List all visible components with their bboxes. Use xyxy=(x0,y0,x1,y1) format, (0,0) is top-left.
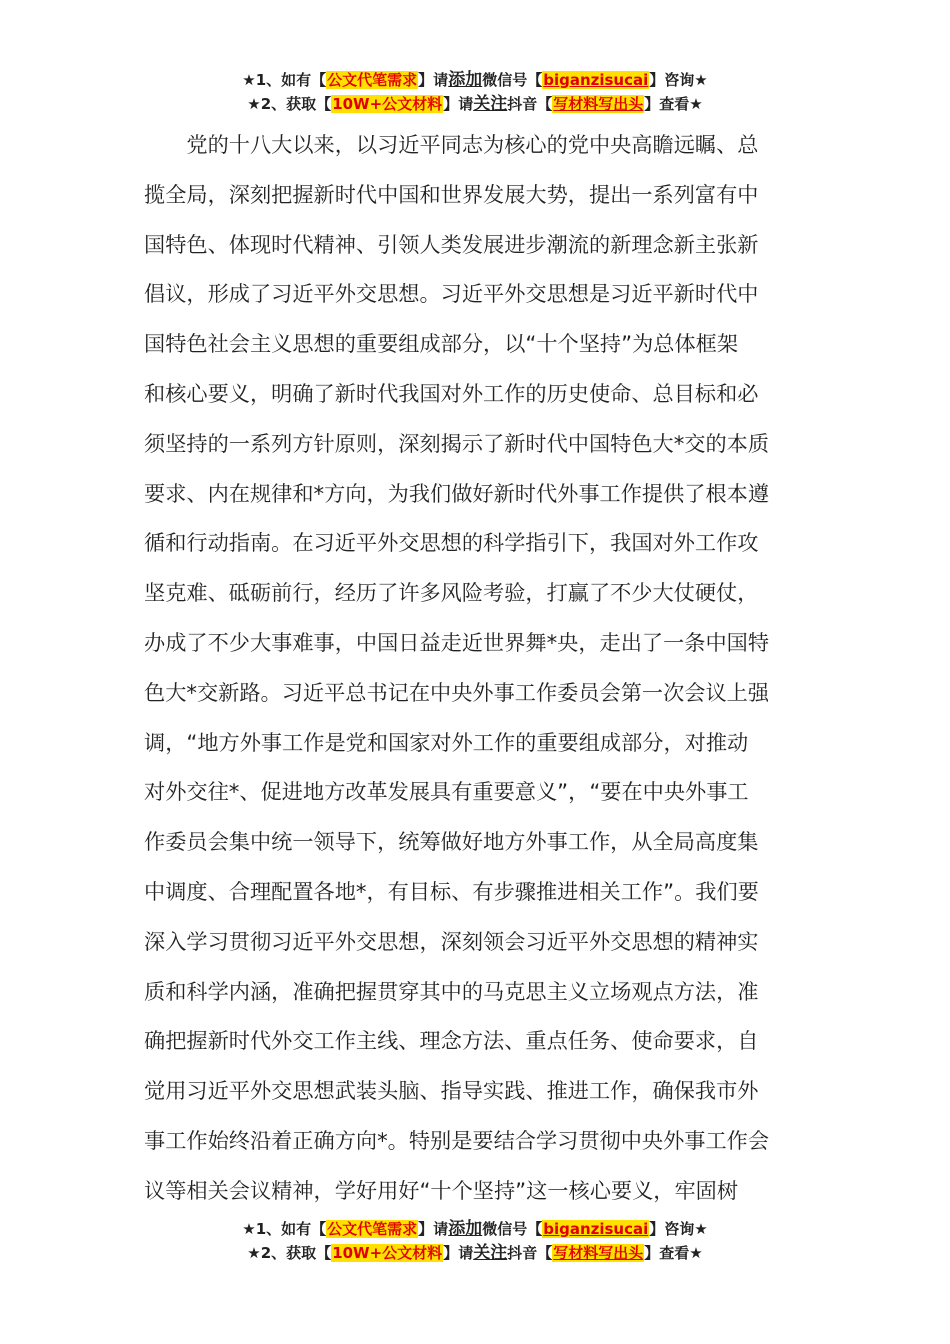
promo-line-2-mid2: 抖音【 xyxy=(507,1244,553,1262)
body-text-line: 色大*交新路。习近平总书记在中央外事工作委员会第一次会议上强 xyxy=(144,679,770,705)
body-text-line: 国特色、体现时代精神、引领人类发展进步潮流的新理念新主张新 xyxy=(144,231,759,257)
promo-line-1-prefix: ★1、如有【 xyxy=(242,1220,327,1238)
promo-line-2-mid: 】请 xyxy=(443,1244,474,1262)
promo-line-2-mid2: 抖音【 xyxy=(507,95,553,113)
body-text-line: 倡议，形成了习近平外交思想。习近平外交思想是习近平新时代中 xyxy=(144,281,759,307)
promo-line-1-emphasis: 添加 xyxy=(448,1219,483,1239)
promo-line-1-mid: 】请 xyxy=(418,1220,449,1238)
body-text-line: 要求、内在规律和*方向，为我们做好新时代外事工作提供了根本遵 xyxy=(144,480,770,506)
promo-line-1-suffix: 】咨询★ xyxy=(649,71,708,89)
body-text-line: 党的十八大以来，以习近平同志为核心的党中央高瞻远瞩、总 xyxy=(144,132,759,157)
promo-header xyxy=(0,68,950,116)
body-text-line: 揽全局，深刻把握新时代中国和世界发展大势，提出一系列富有中 xyxy=(144,181,759,207)
promo-line-1-mid: 】请 xyxy=(418,71,449,89)
promo-line-1-mid2: 微信号【 xyxy=(482,71,543,89)
body-text-line: 国特色社会主义思想的重要组成部分，以“十个坚持”为总体框架 xyxy=(144,331,739,357)
body-text-line: 中调度、合理配置各地*，有目标、有步骤推进相关工作”。我们要 xyxy=(144,878,759,904)
promo-line-2-emphasis: 关注 xyxy=(473,1243,508,1263)
promo-line-1 xyxy=(0,1217,950,1241)
body-text-line: 坚克难、砥砺前行，经历了许多风险考验，打赢了不少大仗硬仗， xyxy=(144,580,759,606)
body-text-line: 须坚持的一系列方针原则，深刻揭示了新时代中国特色大*交的本质 xyxy=(144,430,770,456)
body-text-line: 深入学习贯彻习近平外交思想，深刻领会习近平外交思想的精神实 xyxy=(144,928,759,954)
promo-footer xyxy=(0,1217,950,1265)
promo-line-2-douyin-account[interactable]: 写材料写出头 xyxy=(553,1244,644,1262)
promo-line-1-mid2: 微信号【 xyxy=(482,1220,543,1238)
body-text-line: 觉用习近平外交思想武装头脑、指导实践、推进工作，确保我市外 xyxy=(144,1078,759,1104)
promo-line-2-highlight-materials: 10W+公文材料 xyxy=(332,1244,443,1262)
body-text-line: 调，“地方外事工作是党和国家对外工作的重要组成部分，对推动 xyxy=(144,729,749,755)
body-text-line: 质和科学内涵，准确把握贯穿其中的马克思主义立场观点方法，准 xyxy=(144,978,759,1004)
promo-line-1-suffix: 】咨询★ xyxy=(649,1220,708,1238)
promo-line-1-highlight-service: 公文代笔需求 xyxy=(327,1220,418,1238)
body-text-line: 议等相关会议精神，学好用好“十个坚持”这一核心要义，牢固树 xyxy=(144,1177,739,1203)
document-body xyxy=(144,120,807,1216)
body-text-line: 作委员会集中统一领导下，统筹做好地方外事工作，从全局高度集 xyxy=(144,829,759,855)
promo-line-1-wechat-id[interactable]: biganzisucai xyxy=(543,71,649,89)
promo-line-2-douyin-account[interactable]: 写材料写出头 xyxy=(553,95,644,113)
promo-line-2-emphasis: 关注 xyxy=(473,94,508,114)
promo-line-1-highlight-service: 公文代笔需求 xyxy=(327,71,418,89)
promo-line-2-highlight-materials: 10W+公文材料 xyxy=(332,95,443,113)
promo-line-2-suffix: 】查看★ xyxy=(644,1244,703,1262)
promo-line-1-prefix: ★1、如有【 xyxy=(242,71,327,89)
promo-line-2-prefix: ★2、获取【 xyxy=(247,1244,332,1262)
promo-line-2 xyxy=(0,92,950,116)
promo-line-2-suffix: 】查看★ xyxy=(644,95,703,113)
promo-line-2 xyxy=(0,1241,950,1265)
body-text-line: 事工作始终沿着正确方向*。特别是要结合学习贯彻中央外事工作会 xyxy=(144,1127,770,1153)
promo-line-1-wechat-id[interactable]: biganzisucai xyxy=(543,1220,649,1238)
body-text-line: 循和行动指南。在习近平外交思想的科学指引下，我国对外工作攻 xyxy=(144,530,759,556)
body-text-line: 和核心要义，明确了新时代我国对外工作的历史使命、总目标和必 xyxy=(144,380,759,406)
promo-line-1 xyxy=(0,68,950,92)
body-text-line: 办成了不少大事难事，中国日益走近世界舞*央，走出了一条中国特 xyxy=(144,629,770,655)
promo-line-2-prefix: ★2、获取【 xyxy=(247,95,332,113)
promo-line-1-emphasis: 添加 xyxy=(448,70,483,90)
body-text-line: 对外交往*、促进地方改革发展具有重要意义”，“要在中央外事工 xyxy=(144,779,749,805)
body-text-line: 确把握新时代外交工作主线、理念方法、重点任务、使命要求，自 xyxy=(144,1028,759,1054)
promo-line-2-mid: 】请 xyxy=(443,95,474,113)
